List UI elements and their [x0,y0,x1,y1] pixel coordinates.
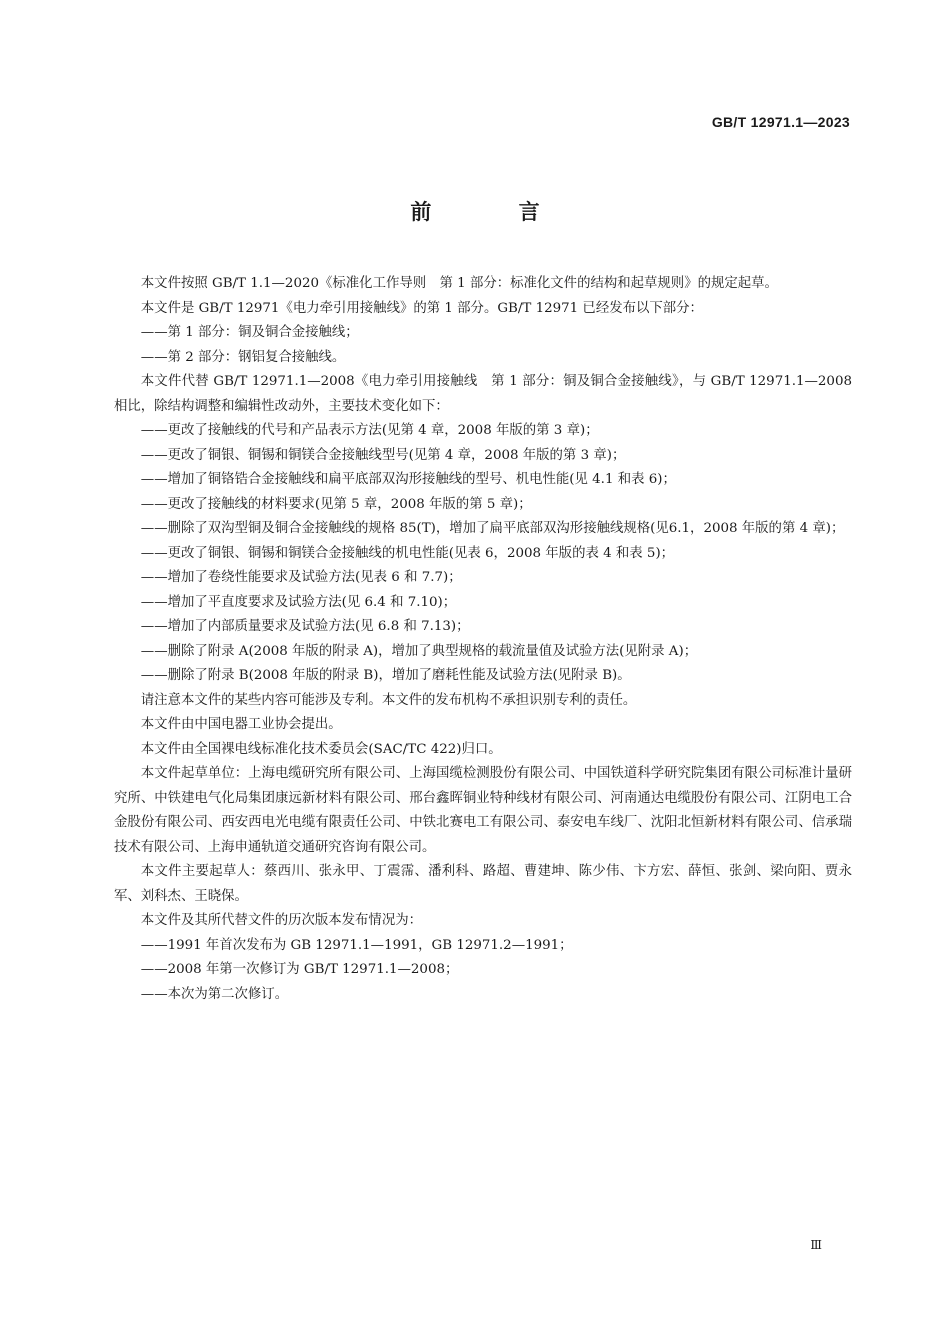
list-item: ——增加了平直度要求及试验方法(见 6.4 和 7.10)； [140,594,457,610]
paragraph: 本文件是 GB/T 12971《电力牵引用接触线》的第 1 部分。GB/T 12971 已经发布以下部分： [140,300,703,316]
standard-number: GB/T 12971.1—2023 [711,114,850,130]
paragraph: 请注意本文件的某些内容可能涉及专利。本文件的发布机构不承担识别专利的责任。 [140,692,637,708]
list-item: ——删除了双沟型铜及铜合金接触线的规格 85(T)，增加了扁平底部双沟形接触线规格(见6.1，2008 年版的第 4 章)； [140,521,845,536]
list-item: ——更改了接触线的代号和产品表示方法(见第 4 章，2008 年版的第 3 章)； [140,423,599,438]
list-item: ——1991 年首次发布为 GB 12971.1—1991，GB 12971.2—1991； [140,937,573,953]
list-item: ——2008 年第一次修订为 GB/T 12971.1—2008； [140,962,459,977]
paragraph: 本文件代替 GB/T 12971.1—2008《电力牵引用接触线 第 1 部分：铜及铜合金接触线》，与 GB/T 12971.1—2008 相比，除结构调整和编辑性改动外，主要技术变化如下： [114,374,852,414]
paragraph: 本文件起草单位：上海电缆研究所有限公司、上海国缆检测股份有限公司、中国铁道科学研究院集团有限公司标准计量研究所、中铁建电气化局集团康远新材料有限公司、邢台鑫晖铜业特种线材有限公司、河南通达电缆股份有限公司、江阴电工合金股份有限公司、西安西电光电缆有限责任公司、中铁北赛电工有限公司、泰安电车线厂、沈阳北恒新材料有限公司、信承瑞技术有限公司、上海申通轨道交通研究咨询有限公司。 [114,766,852,855]
paragraph: 本文件由全国裸电线标准化技术委员会(SAC/TC 422)归口。 [140,741,502,757]
list-item: ——增加了内部质量要求及试验方法(见 6.8 和 7.13)； [140,619,470,634]
list-item: ——更改了铜银、铜锡和铜镁合金接触线的机电性能(见表 6，2008 年版的表 4 和表 5)； [140,545,675,561]
list-item: ——删除了附录 B(2008 年版的附录 B)，增加了磨耗性能及试验方法(见附录 B)。 [140,668,631,683]
list-item: ——更改了铜银、铜锡和铜镁合金接触线型号(见第 4 章，2008 年版的第 3 章)； [140,447,626,463]
list-item: ——本次为第二次修订。 [140,986,289,1002]
list-item: ——第 2 部分：钢铝复合接触线。 [140,349,346,365]
list-item: ——更改了接触线的材料要求(见第 5 章，2008 年版的第 5 章)； [140,496,532,512]
paragraph: 本文件由中国电器工业协会提出。 [140,717,342,732]
list-item: ——增加了卷绕性能要求及试验方法(见表 6 和 7.7)； [140,570,462,585]
list-item: ——删除了附录 A(2008 年版的附录 A)，增加了典型规格的载流量值及试验方法(见附录 A)； [140,643,698,659]
paragraph: 本文件主要起草人：蔡西川、张永甲、丁震霈、潘利科、路超、曹建坤、陈少伟、卞方宏、薛恒、张剑、梁向阳、贾永军、刘科杰、王晓保。 [114,864,852,904]
paragraph: 本文件按照 GB/T 1.1—2020《标准化工作导则 第 1 部分：标准化文件的结构和起草规则》的规定起草。 [140,276,778,291]
page-number: Ⅲ [810,1238,822,1252]
list-item: ——第 1 部分：铜及铜合金接触线； [140,325,359,340]
page-title: 前 言 [410,199,580,224]
paragraph: 本文件及其所代替文件的历次版本发布情况为： [140,913,422,928]
list-item: ——增加了铜铬锆合金接触线和扁平底部双沟形接触线的型号、机电性能(见 4.1 和表 6)； [140,472,676,487]
foreword-body [114,272,852,1007]
